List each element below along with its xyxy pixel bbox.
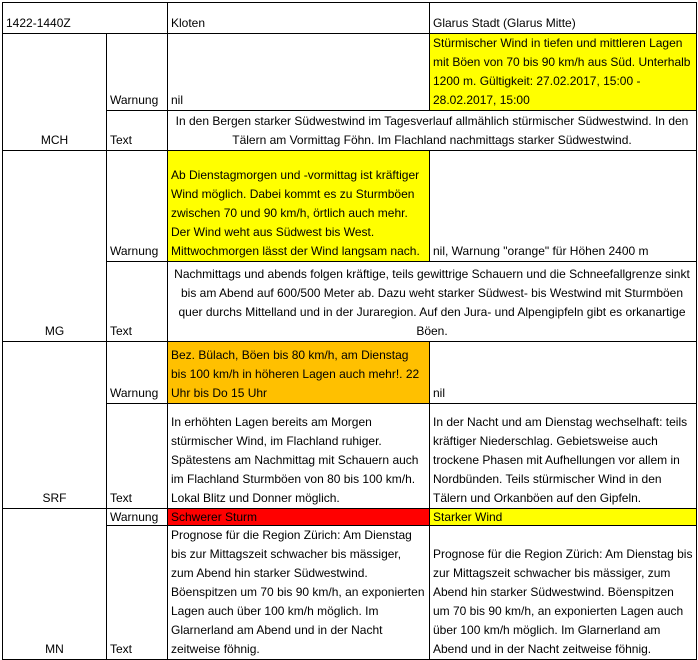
srf-text-kloten: In erhöhten Lagen bereits am Morgen stürmischer Wind, im Flachland ruhiger. Spätestens am Nachmittag mit Schauern auch im Flachland Sturmböen von 80 bis 100 km/h. Lokal Blitz und Donner möglich. bbox=[168, 404, 430, 509]
warning-comparison-table bbox=[2, 2, 697, 660]
srf-warning-glarus: nil bbox=[430, 342, 697, 404]
mn-warning-row bbox=[3, 509, 697, 526]
mn-text-label: Text bbox=[107, 526, 168, 660]
srf-warning-row bbox=[3, 342, 697, 404]
srf-warnung-label: Warnung bbox=[107, 342, 168, 404]
time-header: 1422-1440Z bbox=[3, 3, 168, 34]
srf-text-glarus: In der Nacht und am Dienstag wechselhaft: teils kräftiger Niederschlag. Gebietsweise auch trockene Phasen mit Aufhellungen vor allem in Nordbünden. Teils stürmischer Wind in den Tälern und Orkanböen auf den Gipfeln. bbox=[430, 404, 697, 509]
mch-warning-glarus: Stürmischer Wind in tiefen und mittleren Lagen mit Böen von 70 bis 90 km/h aus Süd. Unterhalb 1200 m. Gültigkeit: 27.02.2017, 15:00 - 28.02.2017, 15:00 bbox=[430, 34, 697, 111]
mch-forecast-text: In den Bergen starker Südwestwind im Tagesverlauf allmählich stürmischer Südwestwind. In den Tälern am Vormittag Föhn. Im Flachland nachmittags starker Südwestwind. bbox=[168, 111, 697, 151]
mn-warning-kloten: Schwerer Sturm bbox=[168, 509, 430, 526]
mn-text-row bbox=[3, 526, 697, 660]
kloten-header: Kloten bbox=[168, 3, 430, 34]
mg-warning-row bbox=[3, 151, 697, 262]
mn-text-glarus: Prognose für die Region Zürich: Am Dienstag bis zur Mittagszeit schwacher bis mässiger, zum Abend hin starker Südwestwind. Böenspitzen um 70 bis 90 km/h, an exponierten Lagen auch über 100 km/h möglich. Im Glarnerland am Abend und in der Nacht zeitweise föhnig. bbox=[430, 526, 697, 660]
mg-warnung-label: Warnung bbox=[107, 151, 168, 262]
srf-text-row bbox=[3, 404, 697, 509]
mg-text-label: Text bbox=[107, 262, 168, 342]
mch-text-label: Text bbox=[107, 111, 168, 151]
mg-warning-glarus: nil, Warnung "orange" für Höhen 2400 m bbox=[430, 151, 697, 262]
glarus-header: Glarus Stadt (Glarus Mitte) bbox=[430, 3, 697, 34]
mn-warning-glarus: Starker Wind bbox=[430, 509, 697, 526]
mg-warning-kloten: Ab Dienstagmorgen und -vormittag ist kräftiger Wind möglich. Dabei kommt es zu Sturmböen zwischen 70 und 90 km/h, örtlich auch mehr. Der Wind weht aus Südwest bis West. Mittwochmorgen lässt der Wind langsam nach. bbox=[168, 151, 430, 262]
mn-warnung-label: Warnung bbox=[107, 509, 168, 526]
mch-warnung-label: Warnung bbox=[107, 34, 168, 111]
mn-text-kloten: Prognose für die Region Zürich: Am Dienstag bis zur Mittagszeit schwacher bis mässiger, zum Abend hin starker Südwestwind. Böenspitzen um 70 bis 90 km/h, an exponierten Lagen auch über 100 km/h möglich. Im Glarnerland am Abend und in der Nacht zeitweise föhnig. bbox=[168, 526, 430, 660]
mn-source: MN bbox=[3, 509, 107, 660]
mg-text-row bbox=[3, 262, 697, 342]
mch-text-row bbox=[3, 111, 697, 151]
mg-source: MG bbox=[3, 151, 107, 342]
mch-warning-kloten: nil bbox=[168, 34, 430, 111]
srf-text-label: Text bbox=[107, 404, 168, 509]
header-row bbox=[3, 3, 697, 34]
mch-warning-row bbox=[3, 34, 697, 111]
srf-warning-kloten: Bez. Bülach, Böen bis 80 km/h, am Dienstag bis 100 km/h in höheren Lagen auch mehr!. 22 Uhr bis Do 15 Uhr bbox=[168, 342, 430, 404]
mg-forecast-text: Nachmittags und abends folgen kräftige, teils gewittrige Schauern und die Schneefallgrenze sinkt bis am Abend auf 600/500 Meter ab. Dazu weht starker Südwest- bis Westwind mit Sturmböen quer durchs Mittelland und in der Juraregion. Auf den Jura- und Alpengipfeln gibt es orkanartige Böen. bbox=[168, 262, 697, 342]
srf-source: SRF bbox=[3, 342, 107, 509]
mch-source: MCH bbox=[3, 34, 107, 151]
